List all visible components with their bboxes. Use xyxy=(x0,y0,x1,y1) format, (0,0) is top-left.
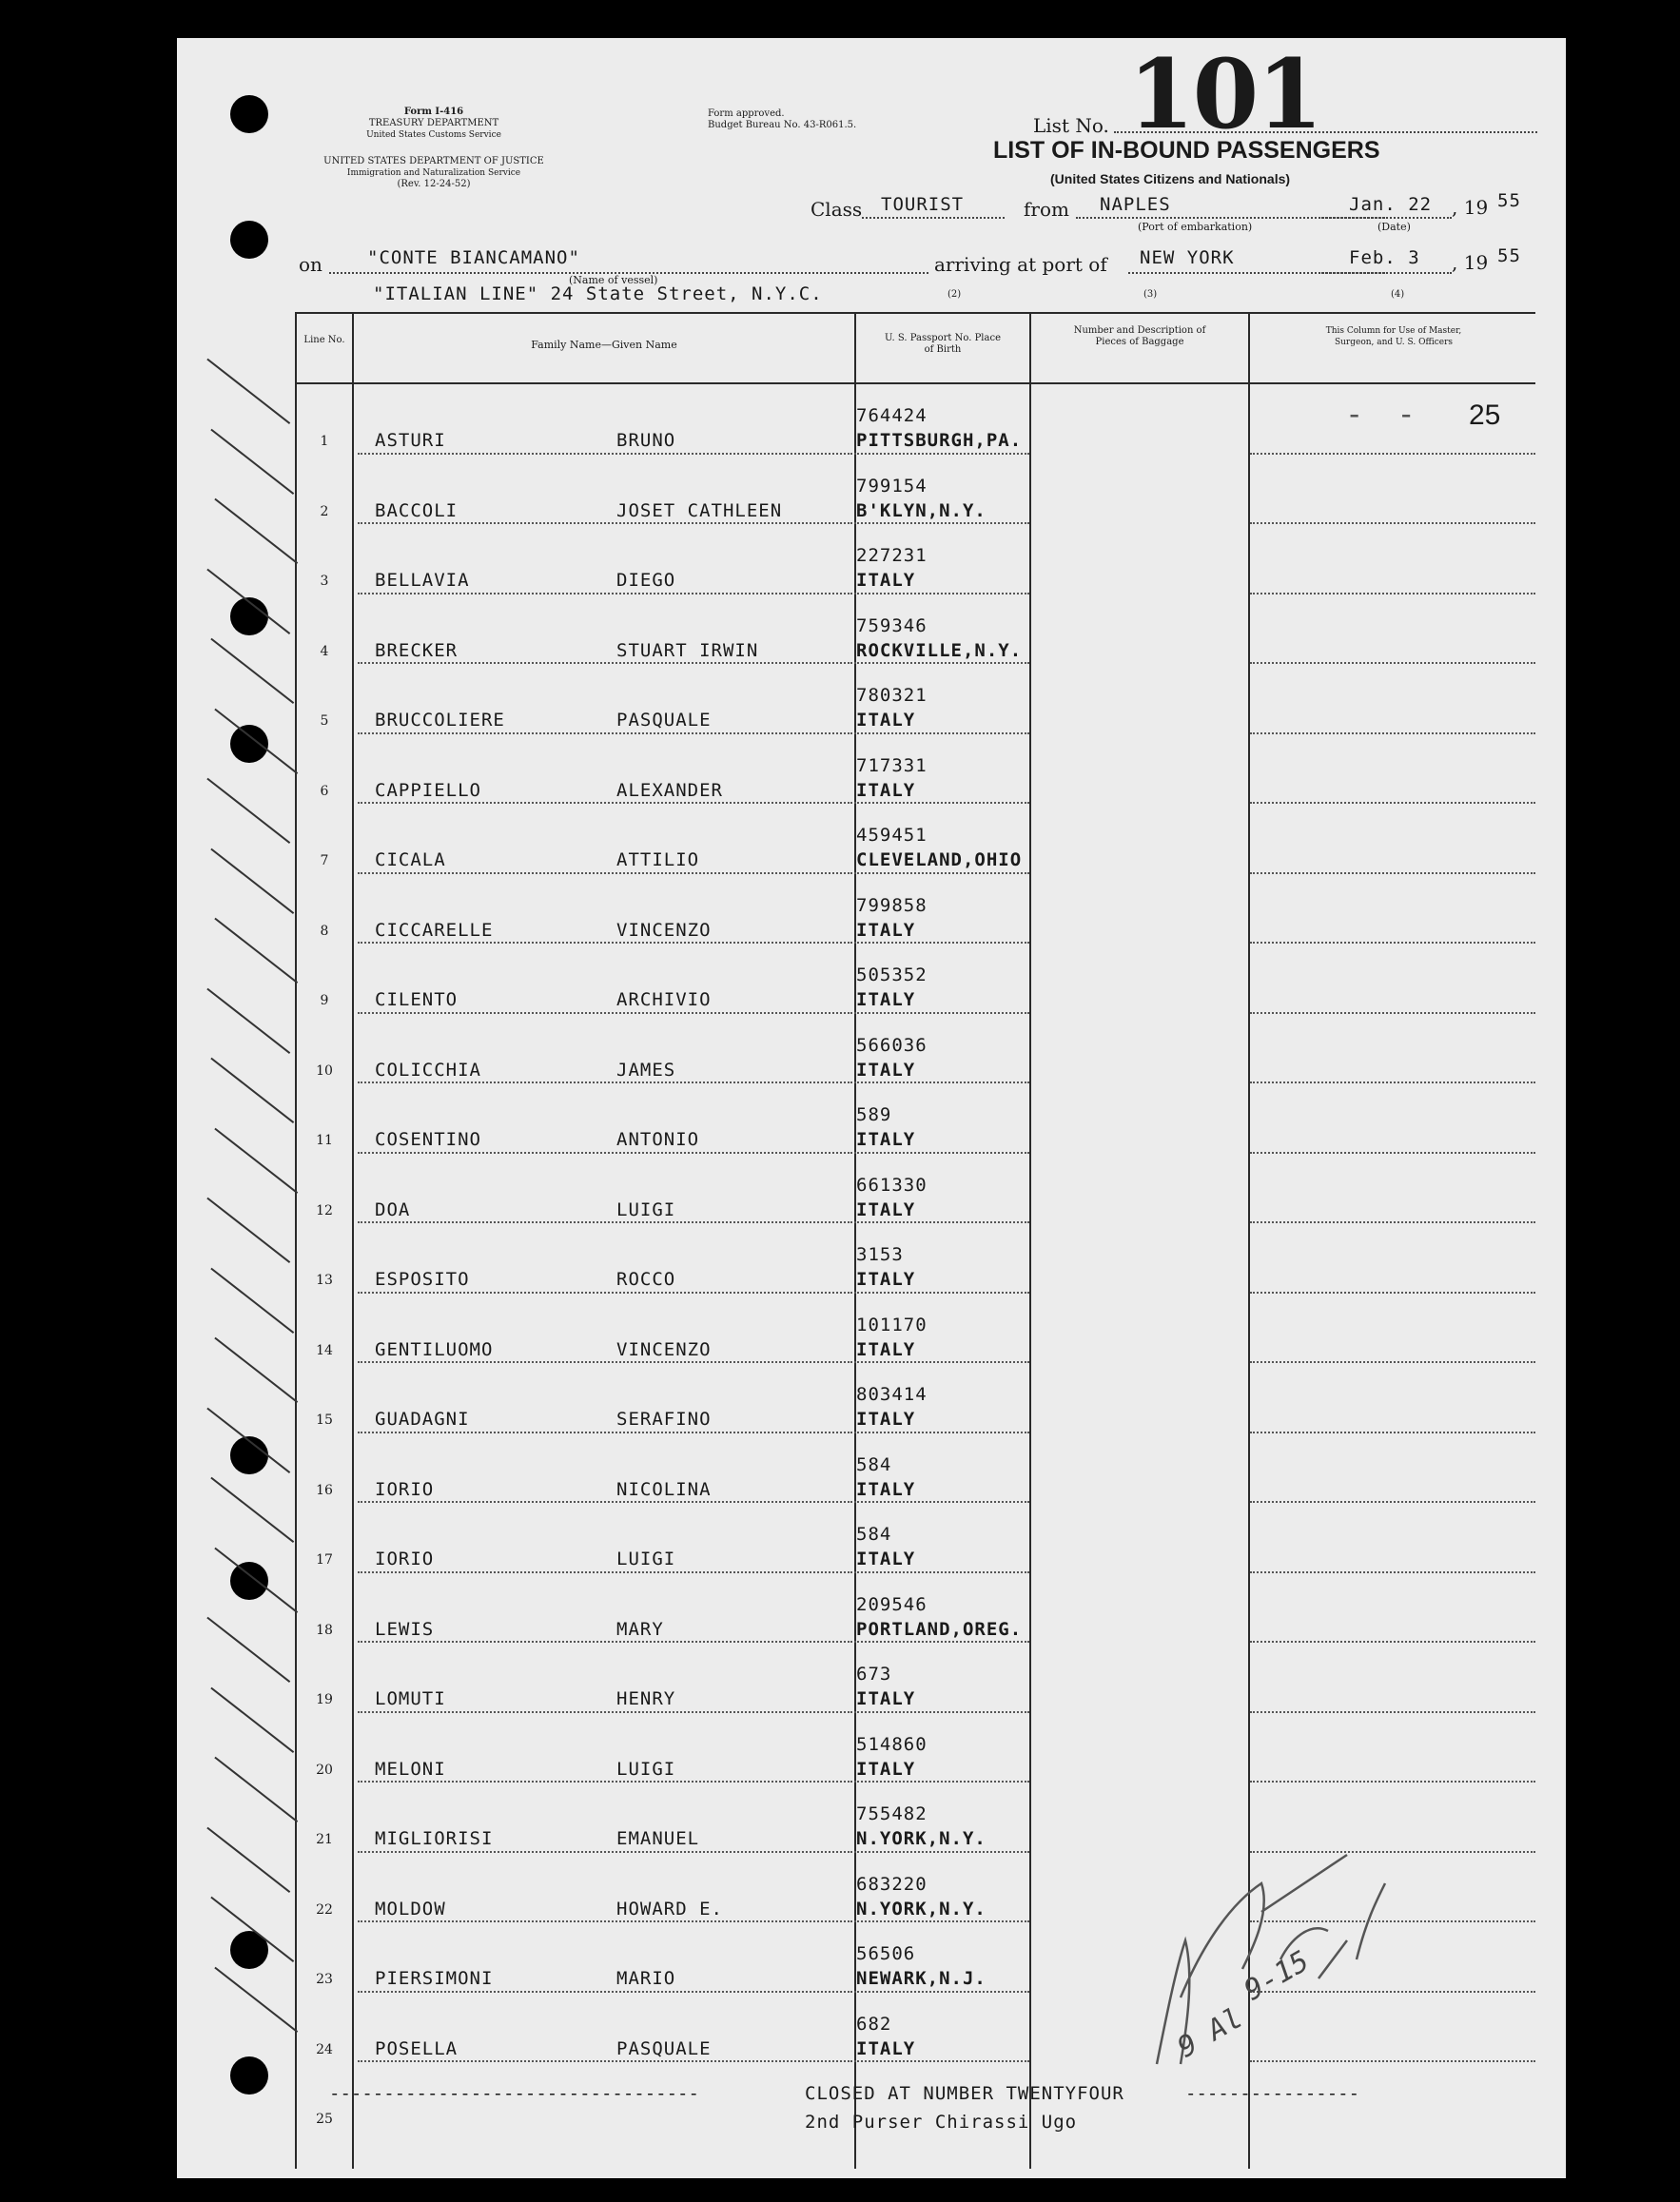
row-passport-number: 673 xyxy=(856,1664,892,1685)
row-family-name: POSELLA xyxy=(375,2037,459,2059)
row-birthplace: ITALY xyxy=(856,1129,916,1150)
check-mark xyxy=(210,1267,294,1333)
row-divider-officers xyxy=(1250,1361,1535,1363)
from-label: from xyxy=(1024,198,1069,221)
num-3: (3) xyxy=(1143,289,1158,300)
row-divider-name xyxy=(358,522,852,524)
row-given-name: PASQUALE xyxy=(616,2037,712,2059)
row-birthplace: ITALY xyxy=(856,1409,916,1430)
manifest-sheet xyxy=(177,38,1566,2178)
row-birthplace: ROCKVILLE,N.Y. xyxy=(856,639,1023,661)
row-divider-officers xyxy=(1250,1292,1535,1294)
row-divider-passport xyxy=(854,662,1029,664)
row-divider-passport xyxy=(854,1641,1029,1643)
date-label: (Date) xyxy=(1377,221,1411,233)
row-passport-number: 780321 xyxy=(856,685,928,706)
row-given-name: HOWARD E. xyxy=(616,1898,723,1919)
row-birthplace: ITALY xyxy=(856,1478,916,1500)
check-mark xyxy=(214,918,298,984)
row-divider-passport xyxy=(854,1711,1029,1713)
check-mark xyxy=(206,359,290,424)
row-divider-name xyxy=(358,1361,852,1363)
check-mark xyxy=(210,1058,294,1123)
col-header-baggage: Number and Description of Pieces of Baggage xyxy=(1073,325,1206,347)
treasury-dept: TREASURY DEPARTMENT xyxy=(368,118,499,128)
row-family-name: CICALA xyxy=(375,849,446,870)
port-embark-label: (Port of embarkation) xyxy=(1138,221,1253,233)
row-divider-name xyxy=(358,1851,852,1853)
row-family-name: CAPPIELLO xyxy=(375,779,481,801)
row-divider-passport xyxy=(854,2060,1029,2062)
row-given-name: JOSET CATHLEEN xyxy=(616,499,783,521)
check-mark xyxy=(214,1337,298,1403)
row-divider-passport xyxy=(854,593,1029,594)
signature-date: 9-15 xyxy=(1239,1944,1316,2008)
row-family-name: MOLDOW xyxy=(375,1898,446,1919)
num-2: (2) xyxy=(947,289,962,300)
row-line-number: 4 xyxy=(320,643,329,659)
row-birthplace: ITALY xyxy=(856,2037,916,2059)
punch-hole xyxy=(230,1562,268,1600)
row-divider-passport xyxy=(854,1501,1029,1503)
row-birthplace: ITALY xyxy=(856,710,916,731)
form-header-justice xyxy=(291,156,576,190)
check-mark xyxy=(210,428,294,494)
row-passport-number: 505352 xyxy=(856,965,928,985)
row-divider-name xyxy=(358,1501,852,1503)
row-divider-officers xyxy=(1250,522,1535,524)
row-birthplace: ITALY xyxy=(856,989,916,1010)
check-mark xyxy=(214,1966,298,2032)
row-family-name: ESPOSITO xyxy=(375,1269,470,1290)
row-divider-name xyxy=(358,1292,852,1294)
row-given-name: JAMES xyxy=(616,1059,676,1081)
row-divider-passport xyxy=(854,872,1029,874)
closing-dashes-left: ---------------------------------- xyxy=(329,2083,699,2104)
row-family-name: IORIO xyxy=(375,1478,435,1500)
row-birthplace: NEWARK,N.J. xyxy=(856,1968,987,1989)
departure-year: 55 xyxy=(1497,190,1521,211)
row-divider-officers xyxy=(1250,593,1535,594)
row-birthplace: ITALY xyxy=(856,1059,916,1081)
row-divider-name xyxy=(358,593,852,594)
row-line-number: 3 xyxy=(320,574,329,589)
budget-bureau: Budget Bureau No. 43-R061.5. xyxy=(708,120,857,130)
row-given-name: STUART IRWIN xyxy=(616,639,759,661)
row-line-number: 19 xyxy=(316,1692,333,1707)
row-line-number: 14 xyxy=(316,1342,333,1358)
row-line-number: 25 xyxy=(316,2112,333,2127)
row-given-name: ATTILIO xyxy=(616,849,700,870)
row-birthplace: ITALY xyxy=(856,1198,916,1220)
row-line-number: 7 xyxy=(320,853,329,868)
row-family-name: BACCOLI xyxy=(375,499,459,521)
row-line-number: 18 xyxy=(316,1622,333,1638)
arriving-label: arriving at port of xyxy=(934,253,1107,276)
check-mark xyxy=(206,1198,290,1263)
row-birthplace: ITALY xyxy=(856,1549,916,1569)
arrival-date-line xyxy=(1319,272,1452,274)
row-family-name: MIGLIORISI xyxy=(375,1828,494,1849)
row-passport-number: 3153 xyxy=(856,1244,904,1265)
list-no-label: List No. xyxy=(1033,114,1109,137)
row-divider-name xyxy=(358,872,852,874)
header-bottom-border xyxy=(295,382,1535,384)
row-divider-name xyxy=(358,453,852,455)
row-divider-passport xyxy=(854,732,1029,734)
check-mark xyxy=(210,638,294,704)
row-given-name: LUIGI xyxy=(616,1758,676,1780)
class-value: TOURIST xyxy=(881,194,965,215)
row-divider-officers xyxy=(1250,1641,1535,1643)
row-divider-officers xyxy=(1250,1781,1535,1783)
row-line-number: 6 xyxy=(320,783,329,799)
row-given-name: HENRY xyxy=(616,1688,676,1709)
row-line-number: 17 xyxy=(316,1552,333,1568)
row-line-number: 12 xyxy=(316,1202,333,1218)
row-birthplace: ITALY xyxy=(856,919,916,941)
row-divider-officers xyxy=(1250,453,1535,455)
check-mark xyxy=(206,987,290,1053)
on-label: on xyxy=(299,253,322,276)
row-passport-number: 101170 xyxy=(856,1314,928,1335)
row-birthplace: CLEVELAND,OHIO xyxy=(856,849,1023,870)
officer-signature xyxy=(1128,1826,1414,2074)
row-divider-officers xyxy=(1250,872,1535,874)
vessel-name: "CONTE BIANCAMANO" xyxy=(367,247,580,268)
row-passport-number: 759346 xyxy=(856,614,928,636)
row-family-name: BRECKER xyxy=(375,639,459,661)
row-line-number: 23 xyxy=(316,1972,333,1987)
arrival-year: 55 xyxy=(1497,245,1521,266)
date-line xyxy=(1319,217,1452,219)
row-family-name: LOMUTI xyxy=(375,1688,446,1709)
form-number: Form I-416 xyxy=(403,107,464,117)
row-given-name: SERAFINO xyxy=(616,1409,712,1430)
row-line-number: 15 xyxy=(316,1413,333,1428)
row-divider-passport xyxy=(854,1221,1029,1223)
row-family-name: COSENTINO xyxy=(375,1129,481,1150)
row-given-name: DIEGO xyxy=(616,570,676,591)
row-divider-officers xyxy=(1250,802,1535,804)
customs-service: United States Customs Service xyxy=(366,130,501,140)
row-divider-passport xyxy=(854,802,1029,804)
page-subtitle: (United States Citizens and Nationals) xyxy=(1050,171,1291,186)
check-mark xyxy=(210,1477,294,1543)
list-number: 101 xyxy=(1128,38,1321,150)
row-divider-passport xyxy=(854,1361,1029,1363)
row-passport-number: 56506 xyxy=(856,1943,916,1964)
row-given-name: EMANUEL xyxy=(616,1828,700,1849)
row-passport-number: 584 xyxy=(856,1453,892,1475)
row-line-number: 5 xyxy=(320,713,329,729)
officer-mark: - - xyxy=(1345,396,1423,432)
row-family-name: ASTURI xyxy=(375,430,446,451)
check-mark xyxy=(214,1547,298,1612)
row-divider-passport xyxy=(854,522,1029,524)
row-given-name: MARY xyxy=(616,1618,664,1640)
row-given-name: BRUNO xyxy=(616,430,676,451)
class-label: Class xyxy=(811,198,863,221)
row-family-name: IORIO xyxy=(375,1549,435,1569)
departure-date: Jan. 22 xyxy=(1349,194,1433,215)
row-divider-name xyxy=(358,1781,852,1783)
arrival-port: NEW YORK xyxy=(1140,247,1235,268)
revision: (Rev. 12-24-52) xyxy=(397,179,471,189)
col-header-passport: U. S. Passport No. Place of Birth xyxy=(885,333,1001,355)
immigration-service: Immigration and Naturalization Service xyxy=(346,168,521,178)
row-birthplace: ITALY xyxy=(856,1688,916,1709)
check-mark xyxy=(214,708,298,773)
row-divider-name xyxy=(358,1152,852,1154)
row-passport-number: 764424 xyxy=(856,405,928,426)
col-header-officers: This Column for Use of Master, Surgeon, and U. S. Officers xyxy=(1325,326,1462,347)
check-mark xyxy=(214,1757,298,1822)
row-line-number: 10 xyxy=(316,1062,333,1079)
punch-hole xyxy=(230,725,268,763)
row-line-number: 16 xyxy=(316,1482,333,1498)
row-passport-number: 661330 xyxy=(856,1174,928,1196)
row-divider-officers xyxy=(1250,662,1535,664)
row-divider-name xyxy=(358,1571,852,1573)
row-given-name: ARCHIVIO xyxy=(616,989,712,1010)
col-header-line-no: Line No. xyxy=(303,335,345,345)
row-given-name: ALEXANDER xyxy=(616,779,723,801)
list-no-line xyxy=(1114,131,1537,133)
officer-note: 25 xyxy=(1469,399,1501,431)
row-passport-number: 803414 xyxy=(856,1384,928,1405)
row-passport-number: 514860 xyxy=(856,1733,928,1755)
row-passport-number: 799858 xyxy=(856,894,928,916)
row-divider-name xyxy=(358,1641,852,1643)
row-divider-passport xyxy=(854,1432,1029,1433)
row-divider-officers xyxy=(1250,1082,1535,1083)
check-mark xyxy=(214,498,298,564)
row-divider-officers xyxy=(1250,1432,1535,1433)
row-family-name: GUADAGNI xyxy=(375,1409,470,1430)
row-divider-passport xyxy=(854,1781,1029,1783)
row-line-number: 2 xyxy=(320,503,329,519)
punch-hole xyxy=(230,2056,268,2095)
row-given-name: PASQUALE xyxy=(616,710,712,731)
col-header-name: Family Name—Given Name xyxy=(531,339,677,351)
table-top-border xyxy=(295,312,1535,314)
row-passport-number: 755482 xyxy=(856,1803,928,1824)
row-family-name: MELONI xyxy=(375,1758,446,1780)
row-given-name: NICOLINA xyxy=(616,1478,712,1500)
row-divider-passport xyxy=(854,1571,1029,1573)
row-divider-name xyxy=(358,802,852,804)
row-divider-name xyxy=(358,1012,852,1014)
num-4: (4) xyxy=(1391,289,1405,300)
justice-dept: UNITED STATES DEPARTMENT OF JUSTICE xyxy=(323,156,544,166)
punch-hole xyxy=(230,221,268,259)
row-divider-passport xyxy=(854,1012,1029,1014)
row-given-name: VINCENZO xyxy=(616,919,712,941)
row-divider-passport xyxy=(854,1292,1029,1294)
year-prefix: , 19 xyxy=(1452,196,1489,219)
row-divider-officers xyxy=(1250,1711,1535,1713)
row-divider-officers xyxy=(1250,1501,1535,1503)
row-line-number: 24 xyxy=(316,2041,333,2057)
row-divider-passport xyxy=(854,453,1029,455)
row-given-name: LUIGI xyxy=(616,1549,676,1569)
row-birthplace: N.YORK,N.Y. xyxy=(856,1828,987,1849)
row-birthplace: ITALY xyxy=(856,779,916,801)
line-address: "ITALIAN LINE" 24 State Street, N.Y.C. xyxy=(373,283,823,304)
row-line-number: 21 xyxy=(316,1832,333,1847)
row-family-name: DOA xyxy=(375,1198,411,1220)
row-passport-number: 683220 xyxy=(856,1873,928,1895)
row-family-name: BELLAVIA xyxy=(375,570,470,591)
row-divider-officers xyxy=(1250,1221,1535,1223)
signature-initials: 9 Al xyxy=(1172,2001,1249,2065)
row-divider-name xyxy=(358,942,852,944)
row-divider-name xyxy=(358,732,852,734)
row-divider-officers xyxy=(1250,1152,1535,1154)
check-mark xyxy=(206,778,290,844)
row-divider-passport xyxy=(854,1082,1029,1083)
row-divider-passport xyxy=(854,1920,1029,1922)
row-divider-officers xyxy=(1250,732,1535,734)
row-family-name: PIERSIMONI xyxy=(375,1968,494,1989)
row-birthplace: ITALY xyxy=(856,1338,916,1360)
row-birthplace: ITALY xyxy=(856,1758,916,1780)
row-line-number: 8 xyxy=(320,923,329,939)
row-line-number: 11 xyxy=(316,1133,333,1148)
row-divider-passport xyxy=(854,1991,1029,1993)
check-mark xyxy=(210,1686,294,1752)
row-passport-number: 227231 xyxy=(856,545,928,566)
row-passport-number: 459451 xyxy=(856,825,928,846)
row-birthplace: B'KLYN,N.Y. xyxy=(856,499,987,521)
row-line-number: 9 xyxy=(320,993,329,1008)
row-birthplace: ITALY xyxy=(856,1269,916,1290)
row-passport-number: 209546 xyxy=(856,1593,928,1615)
approved-text: Form approved. xyxy=(708,108,785,119)
row-given-name: MARIO xyxy=(616,1968,676,1989)
check-mark xyxy=(206,1826,290,1892)
row-given-name: ANTONIO xyxy=(616,1129,700,1150)
row-divider-name xyxy=(358,1920,852,1922)
row-family-name: BRUCCOLIERE xyxy=(375,710,505,731)
check-mark xyxy=(206,1617,290,1683)
row-divider-passport xyxy=(854,942,1029,944)
closing-dashes-right: ---------------- xyxy=(1185,2083,1360,2104)
row-divider-name xyxy=(358,1711,852,1713)
row-divider-officers xyxy=(1250,1012,1535,1014)
page-title: LIST OF IN-BOUND PASSENGERS xyxy=(993,137,1380,164)
row-divider-name xyxy=(358,1082,852,1083)
row-passport-number: 566036 xyxy=(856,1034,928,1056)
arrival-date: Feb. 3 xyxy=(1349,247,1420,268)
check-mark xyxy=(210,848,294,913)
row-birthplace: ITALY xyxy=(856,570,916,591)
row-family-name: LEWIS xyxy=(375,1618,435,1640)
row-family-name: GENTILUOMO xyxy=(375,1338,494,1360)
row-given-name: VINCENZO xyxy=(616,1338,712,1360)
closing-statement: CLOSED AT NUMBER TWENTYFOUR xyxy=(805,2083,1124,2104)
purser-name: 2nd Purser Chirassi Ugo xyxy=(805,2112,1078,2133)
row-family-name: CICCARELLE xyxy=(375,919,494,941)
row-family-name: COLICCHIA xyxy=(375,1059,481,1081)
row-divider-passport xyxy=(854,1152,1029,1154)
row-divider-name xyxy=(358,1221,852,1223)
year-prefix-2: , 19 xyxy=(1452,251,1489,274)
row-passport-number: 584 xyxy=(856,1524,892,1545)
form-approved xyxy=(708,108,856,131)
row-given-name: ROCCO xyxy=(616,1269,676,1290)
row-divider-name xyxy=(358,2060,852,2062)
row-given-name: LUIGI xyxy=(616,1198,676,1220)
punch-hole xyxy=(230,95,268,133)
row-divider-name xyxy=(358,1991,852,1993)
row-divider-name xyxy=(358,662,852,664)
from-value: NAPLES xyxy=(1100,194,1171,215)
row-divider-name xyxy=(358,1432,852,1433)
row-line-number: 20 xyxy=(316,1762,333,1778)
row-passport-number: 799154 xyxy=(856,475,928,497)
row-line-number: 1 xyxy=(320,434,329,449)
row-divider-officers xyxy=(1250,942,1535,944)
row-birthplace: PORTLAND,OREG. xyxy=(856,1618,1023,1640)
form-header-left xyxy=(329,107,538,141)
row-family-name: CILENTO xyxy=(375,989,459,1010)
row-line-number: 13 xyxy=(316,1273,333,1288)
row-passport-number: 717331 xyxy=(856,754,928,776)
row-passport-number: 682 xyxy=(856,2013,892,2035)
row-divider-officers xyxy=(1250,1571,1535,1573)
row-line-number: 22 xyxy=(316,1901,333,1918)
row-birthplace: N.YORK,N.Y. xyxy=(856,1898,987,1919)
vessel-label: (Name of vessel) xyxy=(569,274,658,286)
row-divider-passport xyxy=(854,1851,1029,1853)
class-line xyxy=(862,217,1005,219)
row-birthplace: PITTSBURGH,PA. xyxy=(856,430,1023,451)
check-mark xyxy=(214,1127,298,1193)
row-passport-number: 589 xyxy=(856,1104,892,1125)
